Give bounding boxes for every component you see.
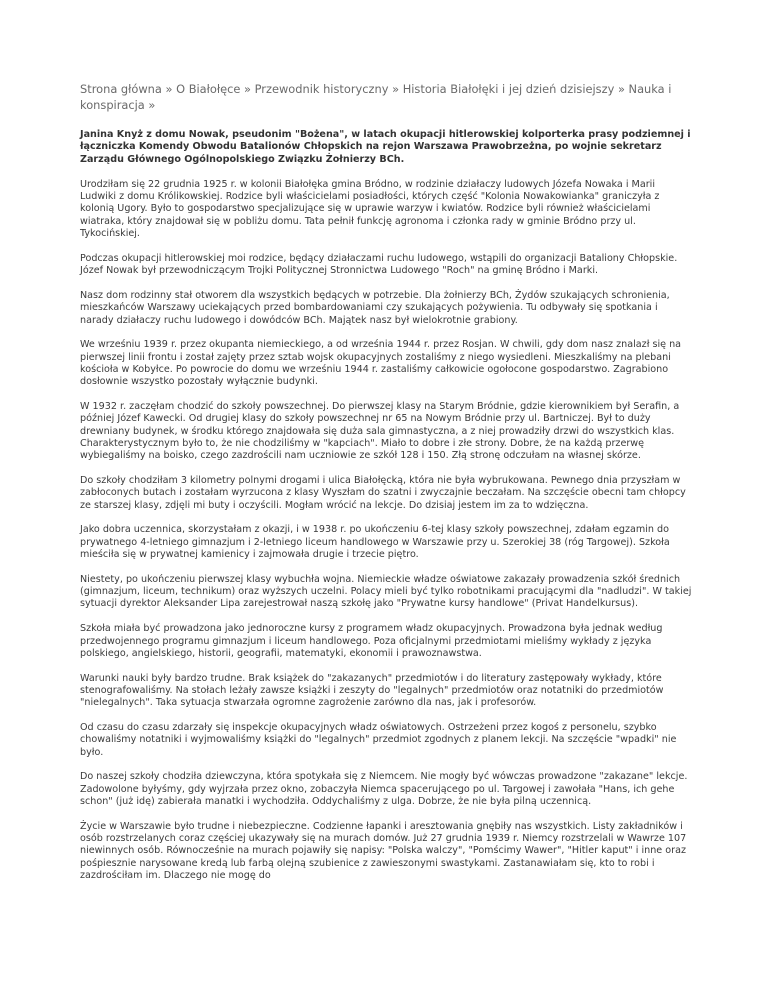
article-paragraph: We wrześniu 1939 r. przez okupanta niemieckiego, a od września 1944 r. przez Rosjan. W chwili, gdy dom nasz znalazł się na pierwszej linii frontu i został zajęty przez sztab wojsk okupacyjnych zostaliśmy z niego wysiedleni. Mieszkaliśmy na plebani kościoła w Kobyłce. Po powrocie do domu we wrześniu 1944 r. zastaliśmy całkowicie ogołocone gospodarstwo. Zagrabiono dosłownie wszystko pozostały wyłącznie budynki. (80, 339, 682, 388)
article-paragraph: Urodziłam się 22 grudnia 1925 r. w kolonii Białołęka gmina Bródno, w rodzinie działaczy ludowych Józefa Nowaka i Marii Ludwiki z domu Królikowskiej. Rodzice byli właścicielami posiadłości, których część "Kolonia Nowakowianka" graniczyła z kolonią Ugory. Było to gospodarstwo specjalizujące się w uprawie warzyw i kwiatów. Rodzice byli również właścicielami wiatraka, który znajdował się w pobliżu domu. Tata pełnił funkcję agronoma i członka rady w gminie Bródno przy ul. Tykocińskiej. (80, 178, 660, 240)
article-paragraph: W 1932 r. zaczęłam chodzić do szkoły powszechnej. Do pierwszej klasy na Starym Bródnie, gdzie kierownikiem był Serafin, a później Józef Kawecki. Od drugiej klasy do szkoły powszechnej nr 65 na Nowym Bródnie przy ul. Bartniczej. Był to duży drewniany budynek, w środku którego znajdowała się duża sala gimnastyczna, a z niej prowadziły drzwi do wszystkich klas. Charakterystycznym było to, że nie chodziliśmy w "kapciach". Miało to dobre i złe strony. Dobre, że na każdą przerwę wybiegaliśmy na boisko, czego zazdrościli nam uczniowie ze szkół 128 i 150. Złą stronę odczułam na własnej skórze. (80, 401, 680, 462)
article-paragraph: Od czasu do czasu zdarzały się inspekcje okupacyjnych władz oświatowych. Ostrzeżeni przez kogoś z personelu, szybko chowaliśmy notatniki i wyjmowaliśmy książki do "legalnych" przedmiot zgodnych z planem lekcji. Na szczęście "wpadki" nie było. (80, 721, 677, 758)
breadcrumb-link-przewodnik[interactable]: Przewodnik historyczny (254, 82, 389, 96)
article-paragraph: Szkoła miała być prowadzona jako jednoroczne kursy z programem władz okupacyjnych. Prowadzona była jednak według przedwojennego programu gimnazjum i liceum handlowego. Poza oficjalnymi przedmiotami mieliśmy wykłady z języka polskiego, angielskiego, historii, geografii, matematyki, ekonomii i prawoznawstwa. (80, 623, 663, 659)
article-paragraph: Podczas okupacji hitlerowskiej moi rodzice, będący działaczami ruchu ludowego, wstąpili do organizacji Bataliony Chłopskie. Józef Nowak był przewodniczącym Trojki Politycznej Stronnictwa Ludowego "Roch" na gminę Bródno i Marki. (80, 252, 678, 277)
breadcrumb-link-historia[interactable]: Historia Białołęki i jej dzień dzisiejszy (402, 82, 615, 96)
breadcrumb-separator: » (392, 82, 400, 96)
breadcrumb-link-o-bialolece[interactable]: O Białołęce (176, 82, 241, 96)
main-content (80, 82, 692, 895)
article-paragraph: Jako dobra uczennica, skorzystałam z okazji, i w 1938 r. po ukończeniu 6-tej klasy szkoły powszechnej, zdałam egzamin do prywatnego 4-letniego gimnazjum i 2-letniego liceum handlowego w Warszawie przy u. Szerokiej 38 (róg Targowej). Szkoła mieściła się w prywatnej kamienicy i zajmowała drugie i trzecie piętro. (80, 524, 670, 561)
article-paragraph: Życie w Warszawie było trudne i niebezpieczne. Codzienne łapanki i aresztowania gnębiły nas wszystkich. Listy zakładników i osób rozstrzelanych coraz częściej ukazywały się na murach domów. Już 27 grudnia 1939 r. Niemcy rozstrzelali w Wawrze 107 niewinnych osób. Równocześnie na murach pojawiły się napisy: "Polska walczy", "Pomścimy Wawer", "Hitler kaput" i inne oraz pośpiesznie narysowane kredą lub farbą olejną szubienice z zawieszonymi swastykami. Zastanawiałam się, kto to robi i zazdrościłam im. Dlaczego nie mogę do (80, 820, 687, 881)
article-paragraph: Niestety, po ukończeniu pierwszej klasy wybuchła wojna. Niemieckie władze oświatowe zakazały prowadzenia szkół średnich (gimnazjum, liceum, technikum) oraz wyższych uczelni. Polacy mieli być tylko robotnikami pracującymi dla "nadludzi". W takiej sytuacji dyrektor Aleksander Lipa zarejestrował naszą szkołę jako "Prywatne kursy handlowe" (Privat Handelkursus). (80, 573, 692, 610)
article-paragraph: Do naszej szkoły chodziła dziewczyna, która spotykała się z Niemcem. Nie mogły być wówczas prowadzone "zakazane" lekcje. Zadowolone byłyśmy, gdy wyjrzała przez okno, zobaczyła Niemca spacerującego po ul. Targowej i zawołała "Hans, ich gehe schon" (już idę) zabierała manatki i wychodziła. Oddychaliśmy z ulga. Dobrze, że nie była pilną uczennicą. (80, 771, 688, 807)
article-paragraph: Do szkoły chodziłam 3 kilometry polnymi drogami i ulica Białołęcką, która nie była wybrukowana. Pewnego dnia przyszłam w zabłoconych butach i zostałam wyrzucona z klasy Wyszłam do szatni i zwyczajnie beczałam. Na szczęście obecni tam chłopcy ze starszej klasy, zdjęli mi buty i oczyścili. Mogłam wrócić na lekcje. Do dzisiaj jestem im za to wdzięczna. (80, 475, 686, 511)
article-paragraph: Warunki nauki były bardzo trudne. Brak książek do "zakazanych" przedmiotów i do literatury zastępowały wykłady, które stenografowaliśmy. Na stołach leżały zawsze książki i zeszyty do "legalnych" przedmiotów oraz notatniki do przedmiotów "nielegalnych". Taka sytuacja stwarzała ogromne zagrożenie zarówno dla nas, jak i profesorów. (80, 672, 664, 709)
breadcrumb-link-nauka[interactable]: Nauka i konspiracja (80, 82, 672, 112)
breadcrumb-separator: » (244, 82, 251, 96)
article-paragraph: Nasz dom rodzinny stał otworem dla wszystkich będących w potrzebie. Dla żołnierzy BCh, Żydów szukających schronienia, mieszkańców Warszawy uciekających przed bombardowaniami czy szukających pożywienia. Tu odbywały się spotkania i narady działaczy ruchu ludowego i dowódców BCh. Majątek nasz był wielokrotnie grabiony. (80, 289, 670, 326)
breadcrumb-link-home[interactable]: Strona główna (80, 82, 162, 96)
breadcrumb (80, 82, 692, 113)
breadcrumb-separator: » (165, 82, 173, 96)
breadcrumb-separator: » (148, 97, 156, 112)
breadcrumb-separator: » (617, 82, 625, 96)
article-title: Janina Knyż z domu Nowak, pseudonim "Bożena", w latach okupacji hitlerowskiej kolporterka prasy podziemnej i łączniczka Komendy Obwodu Batalionów Chłopskich na rejon Warszawa Prawobrzeżna, po wojnie sekretarz Zarządu Głównego Ogólnopolskiego Związku Żołnierzy BCh. (80, 129, 691, 165)
